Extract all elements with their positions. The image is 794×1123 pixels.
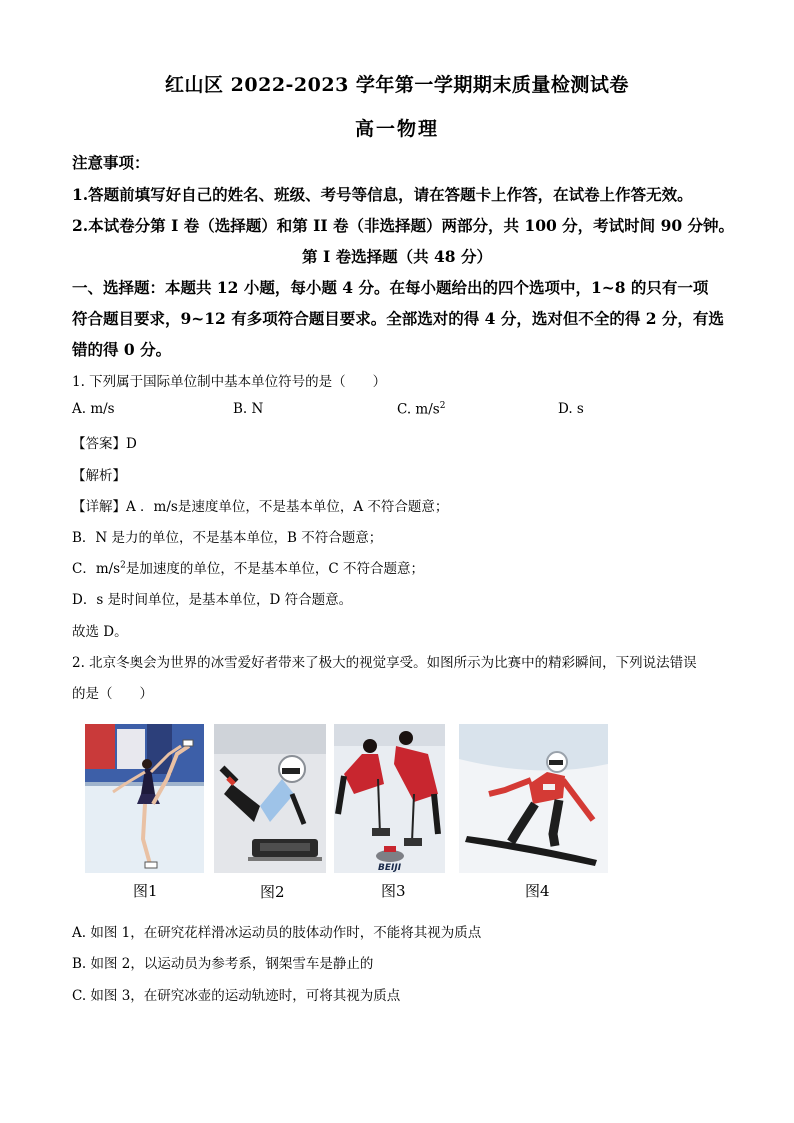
question-2-stem-line-2: 的是（ ） — [72, 686, 153, 702]
question-1-option-b: B. N — [233, 401, 264, 417]
section-instructions-line-1: 一、选择题：本题共 12 小题，每小题 4 分。在每小题给出的四个选项中，1~8 的只有一项 — [72, 278, 709, 297]
question-1-detail-3 — [72, 557, 424, 577]
exam-subtitle: 高一物理 — [354, 118, 439, 140]
snowboarder-icon — [459, 724, 608, 873]
option-c-superscript: 2 — [439, 401, 446, 411]
detail-3-post: 是加速度的单位，不是基本单位，C 不符合题意； — [125, 561, 424, 577]
exam-title: 红山区 2022-2023 学年第一学期期末质量检测试卷 — [165, 74, 629, 96]
question-2-stem-line-1: 2. 北京冬奥会为世界的冰雪爱好者带来了极大的视觉享受。如图所示为比赛中的精彩瞬间，下列说法错误 — [72, 655, 697, 671]
question-1-option-c — [397, 401, 445, 418]
question-2-option-a: A. 如图 1，在研究花样滑冰运动员的肢体动作时，不能将其视为质点 — [72, 925, 482, 941]
notice-item-1: 1.答题前填写好自己的姓名、班级、考号等信息，请在答题卡上作答，在试卷上作答无效。 — [72, 185, 693, 204]
figure-1-caption: 图1 — [133, 882, 158, 900]
figure-2-caption: 图2 — [260, 883, 285, 901]
detail-3-pre: C．m/s — [72, 561, 121, 577]
question-1-detail-1: 【详解】A ．m/s是速度单位，不是基本单位，A 不符合题意； — [72, 499, 449, 515]
figure-2-image — [214, 724, 326, 873]
section-instructions-line-2: 符合题目要求，9~12 有多项符合题目要求。全部选对的得 4 分，选对但不全的得 2 分，有选 — [72, 309, 724, 328]
figure-4-caption: 图4 — [525, 882, 550, 900]
option-c-text: C. m/s — [397, 401, 440, 418]
notice-item-2: 2.本试卷分第 I 卷（选择题）和第 II 卷（非选择题）两部分，共 100 分，考试时间 90 分钟。 — [72, 216, 735, 235]
figure-skater-icon — [85, 724, 204, 873]
skeleton-sled-icon — [214, 724, 326, 873]
curling-icon — [334, 724, 445, 873]
question-2-option-c: C. 如图 3，在研究冰壶的运动轨迹时，可将其视为质点 — [72, 988, 401, 1004]
notice-heading: 注意事项： — [72, 153, 150, 172]
question-1-stem: 1. 下列属于国际单位制中基本单位符号的是（ ） — [72, 374, 387, 390]
svg-text:BEIJI: BEIJI — [378, 863, 402, 873]
figure-1-image — [85, 724, 204, 873]
question-1-option-d: D. s — [558, 401, 584, 417]
figure-3-image — [334, 724, 445, 873]
figure-4-image — [459, 724, 608, 873]
question-1-answer: 【答案】D — [72, 436, 137, 452]
question-1-analysis: 【解析】 — [72, 468, 126, 484]
section-heading: 第 I 卷选择题（共 48 分） — [302, 247, 492, 266]
question-1-conclusion: 故选 D。 — [72, 624, 128, 640]
question-1-detail-4: D．s 是时间单位，是基本单位，D 符合题意。 — [72, 592, 353, 608]
figure-3-caption: 图3 — [381, 882, 406, 900]
question-1-option-a: A. m/s — [72, 401, 115, 417]
question-2-option-b: B. 如图 2，以运动员为参考系，钢架雪车是静止的 — [72, 956, 374, 972]
question-1-detail-2: B．N 是力的单位，不是基本单位，B 不符合题意； — [72, 530, 383, 546]
detail-3-superscript: 2 — [120, 560, 126, 571]
section-instructions-line-3: 错的得 0 分。 — [72, 340, 172, 359]
